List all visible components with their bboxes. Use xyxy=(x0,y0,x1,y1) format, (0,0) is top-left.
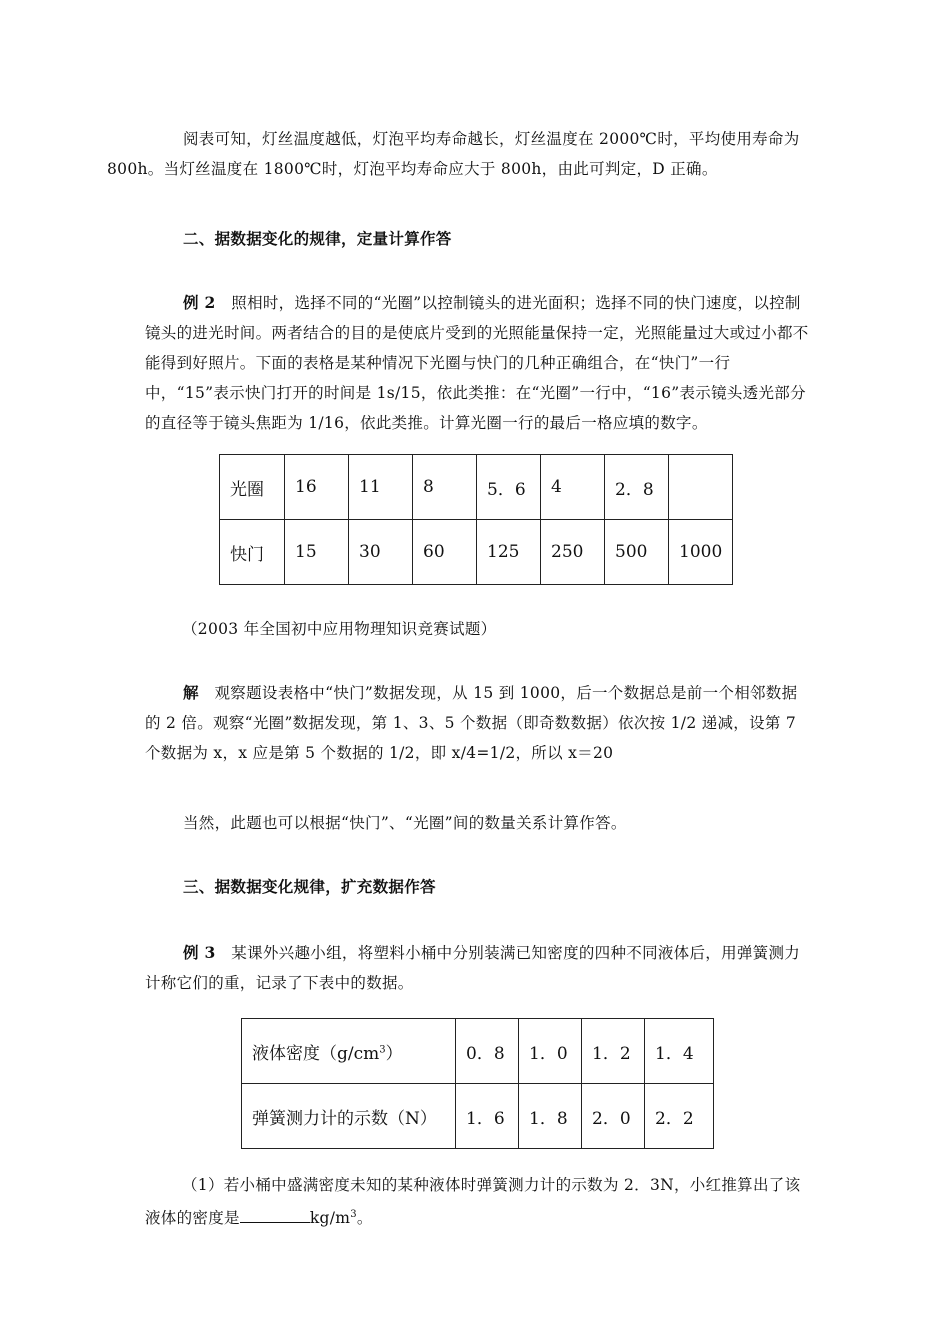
example-3-paragraph xyxy=(145,938,810,998)
table-cell: 1000 xyxy=(669,520,733,585)
table-cell: 250 xyxy=(541,520,605,585)
example-label: 例 2 xyxy=(183,293,216,312)
table-cell: 2．2 xyxy=(645,1084,714,1149)
unit-text: kg/m xyxy=(309,1209,351,1228)
table-row xyxy=(242,1084,714,1149)
note-paragraph: 当然，此题也可以根据“快门”、“光圈”间的数量关系计算作答。 xyxy=(183,814,627,832)
answer-blank xyxy=(240,1206,310,1223)
paragraph-conclusion xyxy=(107,124,810,184)
paragraph-line: 阅表可知，灯丝温度越低，灯泡平均寿命越长，灯丝温度在 2000℃时，平均使用寿命为 xyxy=(183,130,800,148)
table-cell: 2．0 xyxy=(582,1084,645,1149)
question-line: （1）若小桶中盛满密度未知的某种液体时弹簧测力计的示数为 2．3N，小红推算出了该 xyxy=(182,1176,801,1194)
table-cell: 8 xyxy=(413,455,477,520)
example-label: 例 3 xyxy=(183,943,216,962)
example-text: 照相时，选择不同的“光圈”以控制镜头的进光面积；选择不同的快门速度，以控制镜头的进光时间。两者结合的目的是使底片受到的光照能量保持一定，光照能量过大或过小都不能得到好照片。下面的表格是某种情况下光圈与快门的几种正确组合，在“快门”一行中，“15”表示快门打开的时间是 1s/15，依此类推：在“光圈”一行中，“16”表示镜头透光部分的直径等于镜头焦距为 1/16，依此类推。计算光圈一行的最后一格应填的数字。 xyxy=(145,294,809,432)
table-cell: 1．2 xyxy=(582,1019,645,1084)
table-cell xyxy=(242,1019,456,1084)
question-line xyxy=(145,1209,373,1227)
question-1 xyxy=(145,1170,810,1233)
question-text: 液体的密度是 xyxy=(145,1209,240,1228)
solution-text: 观察题设表格中“快门”数据发现，从 15 到 1000，后一个数据总是前一个相邻数据的 2 倍。观察“光圈”数据发现，第 1、3、5 个数据（即奇数数据）依次按 1/2 递减，设第 7 个数据为 x，x 应是第 5 个数据的 1/2，即 x/4=1/2，所以 x＝20 xyxy=(145,684,798,762)
section-heading-3: 三、据数据变化规律，扩充数据作答 xyxy=(183,877,436,896)
density-force-table xyxy=(241,1018,714,1149)
table-row xyxy=(242,1019,714,1084)
cell-text: ） xyxy=(385,1043,403,1064)
table-cell: 5．6 xyxy=(477,455,541,520)
example-text: 某课外兴趣小组，将塑料小桶中分别装满已知密度的四种不同液体后，用弹簧测力计称它们的重，记录了下表中的数据。 xyxy=(145,944,801,992)
superscript: 3 xyxy=(350,1209,357,1220)
aperture-shutter-table xyxy=(219,454,733,585)
table-cell: 弹簧测力计的示数（N） xyxy=(242,1084,456,1149)
table-cell: 30 xyxy=(349,520,413,585)
table-cell: 1．8 xyxy=(519,1084,582,1149)
table-cell: 1．0 xyxy=(519,1019,582,1084)
solution-paragraph xyxy=(145,678,810,768)
table-cell: 60 xyxy=(413,520,477,585)
example-2-paragraph xyxy=(145,288,810,438)
table-cell: 0．8 xyxy=(456,1019,519,1084)
source-citation: （2003 年全国初中应用物理知识竞赛试题） xyxy=(182,620,497,638)
table-cell: 500 xyxy=(605,520,669,585)
table-cell: 光圈 xyxy=(220,455,285,520)
cell-text: 液体密度（g/cm xyxy=(252,1043,380,1064)
table-row xyxy=(220,455,733,520)
table-cell: 1．4 xyxy=(645,1019,714,1084)
table-cell: 4 xyxy=(541,455,605,520)
table-cell: 15 xyxy=(285,520,349,585)
table-cell: 2．8 xyxy=(605,455,669,520)
punctuation: 。 xyxy=(356,1209,373,1228)
section-heading-2: 二、据数据变化的规律，定量计算作答 xyxy=(183,229,452,248)
table-cell-blank xyxy=(669,455,733,520)
superscript: 3 xyxy=(379,1043,386,1055)
paragraph-line: 800h。当灯丝温度在 1800℃时，灯泡平均寿命应大于 800h，由此可判定，D 正确。 xyxy=(107,160,718,178)
table-row xyxy=(220,520,733,585)
table-cell: 11 xyxy=(349,455,413,520)
table-cell: 1．6 xyxy=(456,1084,519,1149)
table-cell: 快门 xyxy=(220,520,285,585)
table-cell: 16 xyxy=(285,455,349,520)
table-cell: 125 xyxy=(477,520,541,585)
solution-label: 解 xyxy=(183,683,199,702)
